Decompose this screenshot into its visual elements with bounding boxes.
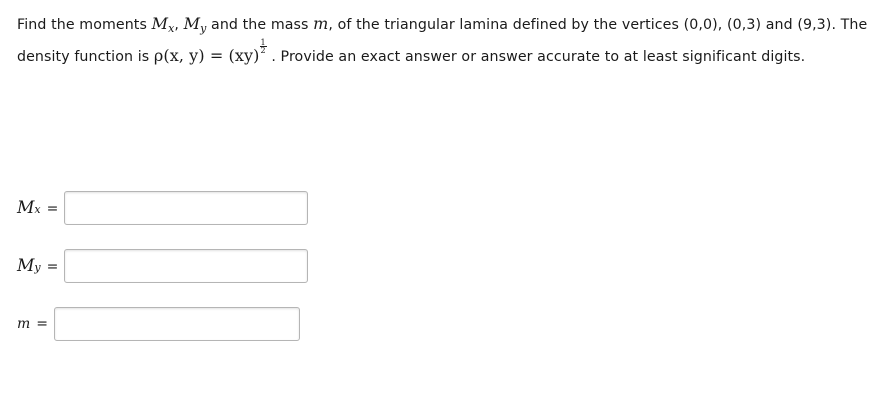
answer-symbol: m bbox=[17, 316, 31, 332]
density-exponent bbox=[260, 39, 267, 54]
answer-row-mx bbox=[17, 191, 308, 225]
answer-label-my bbox=[17, 256, 64, 276]
answer-label-mx bbox=[17, 198, 64, 218]
answer-label-mass bbox=[17, 316, 54, 332]
question-text-instructions: . Provide an exact answer or answer accurate to at least significant digits. bbox=[266, 49, 806, 65]
answer-symbol: M bbox=[17, 256, 35, 276]
exponent-numerator: 1 bbox=[260, 38, 266, 47]
moment-subscript-x: x bbox=[168, 22, 175, 35]
mass-answer-input[interactable] bbox=[54, 307, 300, 341]
moment-subscript-y: y bbox=[200, 22, 207, 35]
density-function: ρ(x, y) = (xy) bbox=[153, 46, 260, 65]
answer-subscript: y bbox=[34, 261, 41, 274]
question-comma: , bbox=[174, 17, 184, 33]
mass-symbol: m bbox=[313, 14, 329, 33]
mx-answer-input[interactable] bbox=[64, 191, 308, 225]
problem-statement bbox=[17, 10, 879, 71]
answer-row-mass bbox=[17, 307, 300, 341]
question-text-mass: and the mass bbox=[206, 17, 314, 33]
question-text-intro: Find the moments bbox=[17, 17, 152, 33]
moment-symbol: M bbox=[183, 14, 201, 33]
question-text-vertices: , of the triangular lamina defined by the vertices (0,0), (0,3) and (9,3). The density function is bbox=[17, 17, 868, 65]
answer-subscript: x bbox=[34, 203, 41, 216]
equals-sign: = bbox=[46, 259, 59, 275]
my-answer-input[interactable] bbox=[64, 249, 308, 283]
answer-row-my bbox=[17, 249, 308, 283]
equals-sign: = bbox=[36, 316, 49, 332]
answer-symbol: M bbox=[17, 198, 35, 218]
equals-sign: = bbox=[46, 201, 59, 217]
moment-symbol: M bbox=[151, 14, 169, 33]
exponent-denominator: 2 bbox=[260, 46, 266, 55]
